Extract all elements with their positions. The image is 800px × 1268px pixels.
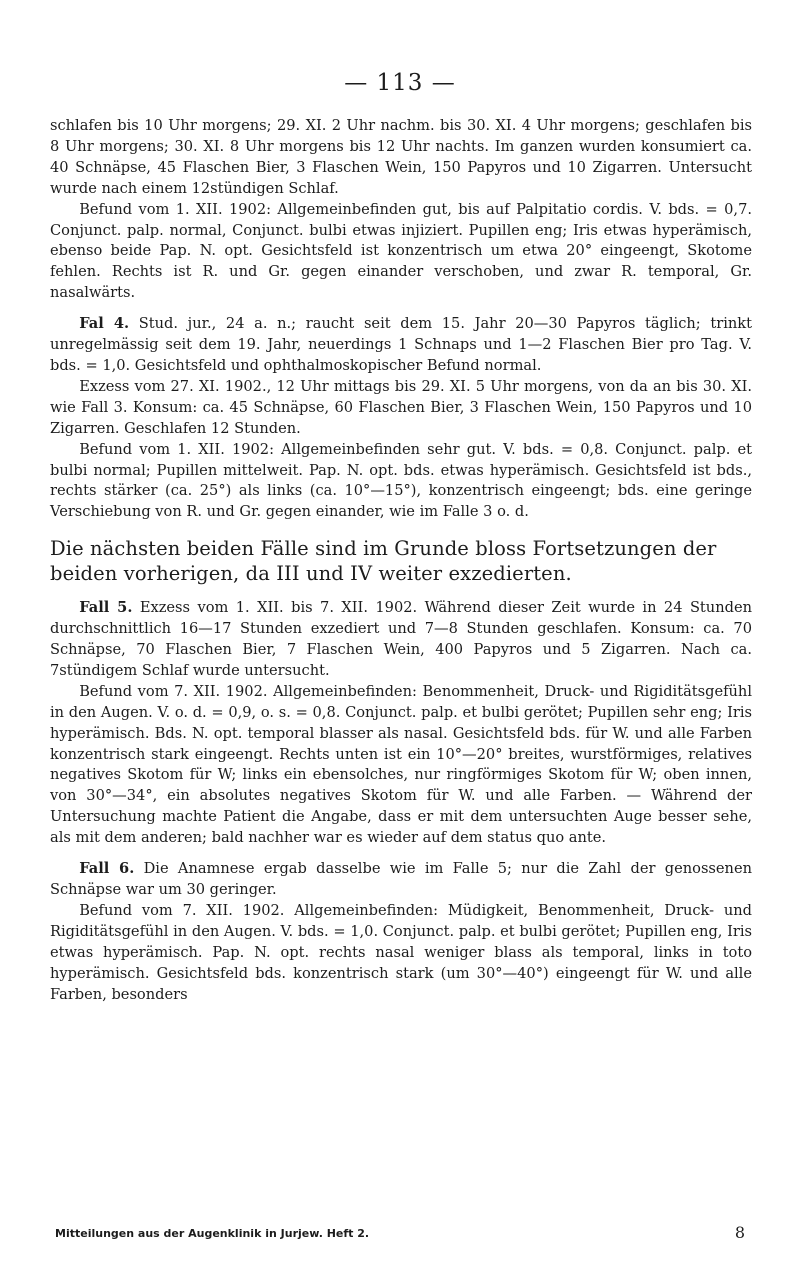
case-label: Fal 4. <box>79 315 130 333</box>
paragraph-exzess-fall4: Exzess vom 27. XI. 1902., 12 Uhr mittags bis 29. XI. 5 Uhr morgens, von da an bis 30. XI. wie Fall 3. Konsum: ca. 45 Schnäpse, 60 Flaschen Bier, 3 Flaschen Wein, 150 Papyros und 10 Zigarren. Geschlafen 12 Stunden. <box>50 377 752 437</box>
signature-mark: 8 <box>734 1223 745 1242</box>
paragraph-fall-4 <box>50 314 752 377</box>
section-heading: Die nächsten beiden Fälle sind im Grunde bloss Fortsetzungen der beiden vorherigen, da III und IV weiter exzedierten. <box>50 537 717 586</box>
paragraph-befund-fall4: Befund vom 1. XII. 1902: Allgemeinbefinden sehr gut. V. bds. = 0,8. Conjunct. palp. et bulbi normal; Pupillen mittelweit. Pap. N. opt. bds. etwas hyperämisch. Gesichtsfeld ist bds., rechts stärker (ca. 25°) als links (ca. 10°—15°), konzentrisch eingeengt; bds. eine geringe Verschiebung von R. und Gr. gegen einander, wie im Falle 3 o. d. <box>50 440 752 521</box>
page-number-header: — 113 — <box>344 70 456 96</box>
paragraph-p1: schlafen bis 10 Uhr morgens; 29. XI. 2 Uhr nachm. bis 30. XI. 4 Uhr morgens; geschlafen bis 8 Uhr morgens; 30. XI. 8 Uhr morgens bis 12 Uhr nachts. Im ganzen wurden konsumiert ca. 40 Schnäpse, 45 Flaschen Bier, 3 Flaschen Wein, 150 Papyros und 10 Zigarren. Untersucht wurde nach einem 12stündigen Schlaf. <box>50 117 752 197</box>
paragraph-fall-5 <box>50 598 752 682</box>
case-label: Fall 6. <box>79 860 135 878</box>
case-text: Exzess vom 1. XII. bis 7. XII. 1902. Während dieser Zeit wurde in 24 Stunden durchschnittlich 16—17 Stunden exzediert und 7—8 Stunden geschlafen. Konsum: ca. 70 Schnäpse, 70 Flaschen Bier, 7 Flaschen Wein, 400 Papyros und 5 Zigarren. Nach ca. 7stündigem Schlaf wurde untersucht. <box>50 599 752 679</box>
paragraph-fall-6 <box>50 859 752 901</box>
paragraph-befund-fall6: Befund vom 7. XII. 1902. Allgemeinbefinden: Müdigkeit, Benommenheit, Druck- und Rigiditätsgefühl in den Augen. V. bds. = 1,0. Conjunct. palp. et bulbi gerötet; Pupillen eng, Iris etwas hyperämisch. Pap. N. opt. rechts nasal weniger blass als temporal, links in toto hyperämisch. Gesichtsfeld bds. konzentrisch stark (um 30°—40°) eingeengt für W. und alle Farben, besonders <box>50 901 752 1003</box>
paragraph-befund-fall3: Befund vom 1. XII. 1902: Allgemeinbefinden gut, bis auf Palpitatio cordis. V. bds. = 0,7. Conjunct. palp. normal, Conjunct. bulbi etwas injiziert. Pupillen eng; Iris etwas hyperämisch, ebenso beide Pap. N. opt. Gesichtsfeld ist konzentrisch um etwa 20° eingeengt, Skotome fehlen. Rechts ist R. und Gr. gegen einander verschoben, und zwar R. temporal, Gr. nasalwärts. <box>50 200 752 302</box>
footer-source: Mitteilungen aus der Augenklinik in Jurjew. Heft 2. <box>55 1227 370 1240</box>
body-text <box>50 116 752 1005</box>
case-text: Stud. jur., 24 a. n.; raucht seit dem 15. Jahr 20—30 Papyros täglich; trinkt unregelmässig seit dem 19. Jahr, neuerdings 1 Schnaps und 1—2 Flaschen Bier pro Tag. V. bds. = 1,0. Gesichtsfeld und ophthalmoskopischer Befund normal. <box>50 315 752 374</box>
case-text: Die Anamnese ergab dasselbe wie im Falle 5; nur die Zahl der genossenen Schnäpse war um 30 geringer. <box>50 860 752 898</box>
paragraph-befund-fall5: Befund vom 7. XII. 1902. Allgemeinbefinden: Benommenheit, Druck- und Rigiditätsgefühl in den Augen. V. o. d. = 0,9, o. s. = 0,8. Conjunct. palp. et bulbi gerötet; Pupillen sehr eng; Iris hyperämisch. Bds. N. opt. temporal blasser als nasal. Gesichtsfeld bds. für W. und alle Farben konzentrisch stark eingeengt. Rechts unten ist ein 10°—20° breites, wurstförmiges, relatives negatives Skotom für W; links ein ebensolches, nur ringförmiges Skotom für W; oben innen, von 30°—34°, ein absolutes negatives Skotom für W. und alle Farben. — Während der Untersuchung machte Patient die Angabe, dass er mit dem untersuchten Auge besser sehe, als mit dem anderen; bald nachher war es wieder auf dem status quo ante. <box>50 682 752 847</box>
page-footer <box>55 1223 745 1242</box>
case-label: Fall 5. <box>79 599 133 617</box>
